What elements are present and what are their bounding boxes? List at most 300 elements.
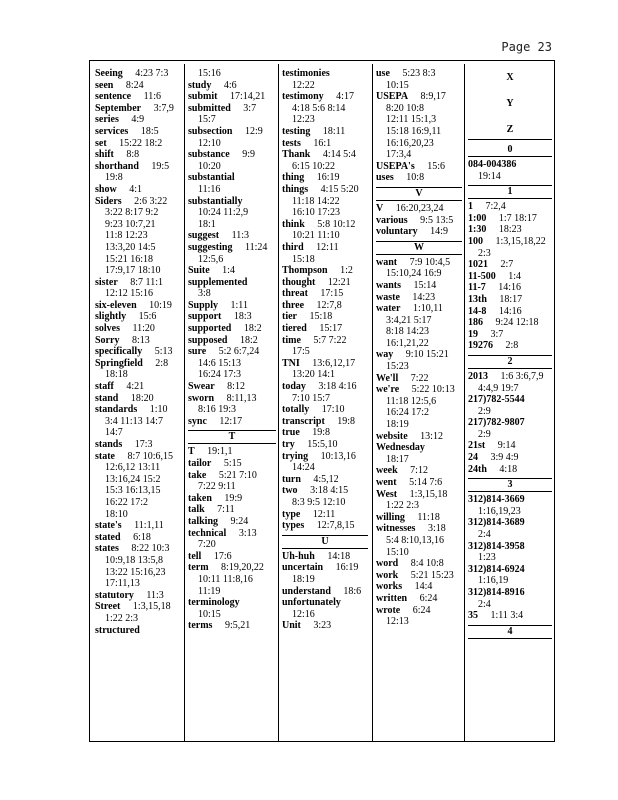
index-term: supposed [188,334,228,346]
index-entry [282,485,368,508]
page-reference: 5:4 8:10,13,16 [386,534,445,546]
index-entry [282,551,368,563]
index-entry [282,68,368,91]
page-reference: 12:13 [386,616,409,628]
page-reference [525,564,535,575]
page-reference: 18:5 [140,125,159,137]
index-entry [95,439,181,451]
index-entry [188,277,276,300]
page-reference: 15:3 16:13,15 [105,485,161,497]
index-entry [282,219,368,242]
index-term: tests [282,137,301,149]
page-reference: 15:10 [386,546,409,558]
index-term: work [376,569,399,581]
index-term: use [376,68,390,79]
page-reference: 14:18 [327,550,351,562]
index-term: submitted [188,102,231,114]
page-reference: 15:14 [413,279,437,291]
index-entry [468,587,552,610]
page-reference: 8:7 11:1 [130,276,163,288]
index-term: 35 [468,610,478,622]
index-term: 24 [468,452,478,464]
index-term: Street [95,601,121,613]
page-reference: 1:6 3:6,7,9 [500,370,544,382]
index-term: website [376,430,408,442]
page-reference: 16:24 17:3 [198,369,242,381]
index-term: set [95,137,107,149]
page-reference: 5:21 15:23 [410,569,454,581]
page-reference: 5:8 10:12 [317,218,356,230]
page-reference: 9:5,21 [224,620,251,632]
index-term: water [376,303,401,315]
index-entry [282,427,368,439]
page-reference [516,159,526,170]
page-reference: 13:16,24 15:2 [105,473,161,485]
page-reference: 4:4,9 19:7 [478,382,519,394]
index-term: seen [95,79,114,91]
index-entry [188,493,276,505]
index-term: Suite [188,265,210,277]
index-term: turn [282,473,301,485]
index-term: services [95,125,129,137]
page-reference: 17:6 [213,550,232,562]
page-reference: 1:3,15,18,22 [495,235,546,247]
page-reference: 9:9 [242,149,255,161]
index-term: 11-500 [468,270,496,282]
page-reference: 12:11 [316,241,339,253]
page-reference: 12:21 [327,276,351,288]
index-term: things [282,183,309,195]
index-entry [376,226,462,238]
letter-header-1: 1 [468,185,552,199]
page-reference: 2:3 [478,247,491,259]
index-term: 19 [468,328,478,340]
page-reference: 3:18 4:15 [310,485,349,497]
index-term: thought [282,276,316,288]
page-reference: 1:4 [222,265,235,277]
page-reference: 15:23 [386,361,409,373]
index-entry [188,80,276,92]
index-term: stand [95,392,119,404]
index-term: willing [376,511,405,523]
page-reference: 19:5 [151,160,170,172]
index-term: type [282,508,301,520]
page-reference: 5:13 [154,346,173,358]
page-reference: 12:11 15:1,3 [386,114,437,126]
index-entry [188,242,276,265]
index-entry [282,509,368,521]
index-entry [188,196,276,231]
letter-header-u: U [282,535,368,549]
page-reference: 2:9 [478,405,491,417]
index-term: substance [188,149,230,161]
page-reference: 1:10,11 [412,303,443,315]
index-term: sworn [188,392,215,404]
index-entry [188,416,276,428]
page-reference: 17:10 [321,404,345,416]
page-reference: 11:20 [132,323,155,335]
index-term: threat [282,288,308,300]
page-reference: 19:8 [312,427,331,439]
page-reference: 14:16 [498,282,522,294]
index-entry [376,558,462,570]
page-reference: 4:17 [336,91,354,103]
index-term: 217)782-5544 [468,394,525,406]
page-reference: 9:10 15:21 [405,349,449,361]
page-reference: 17:14,21 [229,91,266,103]
index-entry [95,323,181,335]
index-entry [376,431,462,443]
index-term: USEPA's [376,160,415,172]
index-term: Springfield [95,357,143,369]
page-reference: 1:16,19 [478,575,509,587]
page-reference: 19:1,1 [207,446,233,458]
index-term: 11-7 [468,282,486,294]
index-term: way [376,349,394,361]
index-entry [95,138,181,150]
page-reference: 11:19 [198,585,221,597]
index-entry [468,271,552,283]
index-term: thing [282,172,305,184]
index-entry [376,581,462,593]
page-reference: 8:13 [131,334,150,346]
index-term: study [188,79,212,91]
page-reference: 4:1 [129,183,142,195]
index-term: talking [188,515,219,527]
index-entry [282,300,368,312]
index-entry [95,393,181,405]
index-column-3 [282,68,368,632]
index-term: types [282,520,305,532]
page-reference: 18:17 [386,453,409,465]
page-reference: 10:11 11:8,16 [198,573,253,585]
page-reference: 9:23 10:7,21 [105,218,156,230]
page-reference: 5:23 8:3 [402,68,436,79]
page-reference: 4:9 [131,114,145,126]
index-term: sentence [95,91,132,103]
index-entry [188,323,276,335]
index-term: time [282,334,301,346]
page-reference [525,394,535,405]
page-reference: 16:22 17:2 [105,496,149,508]
index-term: sister [95,276,118,288]
index-term: structured [95,624,140,636]
page-reference [341,597,351,608]
page-reference: 18:2 [243,323,262,335]
letter-header-w: W [376,241,462,255]
page-reference: 17:5 [292,346,310,358]
page-reference: 17:9,17 18:10 [105,265,161,277]
page-reference: 6:18 [133,531,151,543]
index-term: think [282,218,305,230]
page-reference: 5:15 [223,458,242,469]
page-reference [240,597,250,608]
page-reference: 15:10,24 16:9 [386,268,442,280]
page-reference: 1:3,15,18 [132,601,171,613]
page-reference [525,494,535,505]
index-term: works [376,581,403,593]
index-entry [376,605,462,628]
index-term: 2013 [468,370,488,382]
index-entry [376,203,462,215]
index-term: 312)814-3669 [468,494,525,506]
page-reference: 11:3 [146,589,164,601]
page-reference: 3:7 [490,328,504,340]
index-term: solves [95,323,120,335]
index-entry [95,103,181,115]
page-reference: 16:19 [335,562,359,574]
page-reference: 1:2 [340,265,353,277]
page-reference: 16:19 [316,172,340,184]
index-entry [188,91,276,103]
index-term: suggest [188,230,220,242]
page-reference: 9:24 12:18 [495,317,539,329]
index-term: Swear [188,381,215,393]
page-reference: 16:24 17:2 [386,407,430,419]
index-entry [468,282,552,294]
page-reference: 18:1 [198,218,216,230]
index-entry [282,416,368,428]
page-reference: 10:24 11:2,9 [198,207,249,219]
index-term: Sorry [95,334,120,346]
index-entry [188,504,276,516]
index-entry [188,470,276,493]
page-reference: 12:9 [244,125,263,137]
index-entry [95,404,181,439]
index-entry [468,340,552,352]
page-reference: 10:15 [386,79,409,91]
index-term: tailor [188,458,212,469]
column-divider [464,64,465,742]
index-term: want [376,256,398,268]
index-entry [282,586,368,598]
page-reference: 19:9 [224,492,243,504]
index-entry [376,489,462,512]
index-term: written [376,592,408,604]
page-reference: 11:24 [244,241,268,253]
page-reference: 18:11 [322,125,346,137]
page-reference: 14:9 [430,226,448,238]
column-divider [184,64,185,742]
index-entry [188,172,276,195]
index-term: 1:00 [468,212,487,224]
page-reference: 18:6 [343,585,362,597]
index-entry [95,358,181,381]
index-entry [282,335,368,358]
page-reference: 1:7 18:17 [498,212,537,224]
page-reference: 11:8 12:23 [105,230,148,242]
index-entry [282,323,368,335]
index-term: standards [95,404,138,416]
page-reference: 4:18 5:6 8:14 [292,102,346,114]
page-reference: 10:9,18 13:5,8 [105,554,164,566]
index-term: wants [376,279,402,291]
page-reference: 3:22 8:17 9:2 [105,207,159,219]
index-term: totally [282,404,310,416]
index-term: went [376,477,397,488]
index-entry [376,280,462,292]
page-reference: 10:19 [149,299,172,311]
page-reference: 15:6 [427,160,445,172]
index-column-1 [95,68,181,636]
page-reference: 3:8 [198,288,211,300]
index-term: series [95,114,119,126]
page-reference: 1:22 2:3 [386,500,420,512]
index-term: We'll [376,372,399,384]
index-term: supplemented [188,276,248,288]
page-reference: 8:11,13 [226,392,257,404]
index-term: support [188,311,222,323]
index-term: unfortunately [282,597,341,609]
index-entry [188,103,276,126]
page-reference: 16:20,23,24 [395,202,444,214]
index-term: stated [95,531,121,543]
index-entry [188,446,276,458]
index-entry [95,126,181,138]
index-entry [95,601,181,624]
index-entry [376,215,462,227]
index-entry [282,91,368,126]
index-term: understand [282,585,331,597]
index-term: talk [188,504,205,516]
page-reference: 14:24 [292,462,315,474]
page-reference: 7:2,4 [485,201,506,213]
letter-header-z: Z [468,124,552,140]
page-reference: 12:11 [312,508,336,520]
page-reference: 9:24 [230,515,249,527]
index-term: show [95,183,117,195]
index-term: staff [95,381,114,393]
index-term: we're [376,384,400,396]
page-reference: 6:15 10:22 [292,160,336,172]
index-entry [188,311,276,323]
page-reference: 1:22 2:3 [105,612,139,624]
index-term: Wednesday [376,442,425,454]
page-reference: 3:23 [313,620,332,632]
index-entry [282,474,368,486]
index-entry [95,161,181,184]
page-reference: 19:8 [105,172,123,184]
page-reference: 12:5,6 [198,253,224,265]
page-reference: 4:6 [223,79,237,91]
page-reference [525,587,535,598]
index-term: slightly [95,311,127,323]
index-term: terms [188,620,213,632]
page-reference: 4:5,12 [313,473,339,485]
index-entry [188,149,276,172]
page-reference: 1:11 [230,299,248,311]
page-reference: 8:20 10:8 [386,102,425,114]
page-reference: 11:18 12:5,6 [386,395,437,407]
page-reference: 1:10 [149,404,168,416]
index-entry [188,393,276,416]
page-reference: 12:23 [292,114,315,126]
index-term: stands [95,439,123,450]
page-reference: 16:1 [313,137,332,149]
index-entry [282,172,368,184]
index-entry [95,532,181,544]
index-term: Supply [188,299,219,311]
index-entry [282,562,368,585]
index-entry [188,68,276,80]
index-entry [282,597,368,620]
page-reference: 18:23 [498,224,522,236]
page-reference: 12:7,8,15 [316,520,355,532]
index-term: substantial [188,172,235,184]
page-reference: 11:6 [143,91,162,103]
index-entry [376,303,462,349]
index-term: take [188,469,207,481]
page-reference: 15:22 18:2 [119,137,163,149]
index-term: voluntary [376,226,418,238]
index-entry [188,516,276,528]
index-term: 186 [468,317,483,329]
page-reference: 2:7 [500,259,514,271]
letter-header-t: T [188,430,276,444]
index-term: three [282,299,305,311]
index-entry [95,277,181,300]
index-entry [95,149,181,161]
index-entry [468,452,552,464]
page-reference: 15:16 [198,68,221,79]
index-term: testimonies [282,68,330,79]
index-term: statutory [95,589,134,601]
page-reference: 3:9 4:9 [490,452,519,464]
page-reference: 2:6 3:22 [134,195,168,207]
page-reference [425,442,435,453]
column-divider [278,64,279,742]
index-entry [95,543,181,589]
page-reference: 14:23 [412,291,436,303]
index-entry [188,562,276,597]
page-reference: 8:18 14:23 [386,326,430,338]
page-reference [525,541,535,552]
index-entry [376,292,462,304]
index-entry [282,149,368,172]
index-entry [376,349,462,372]
page-reference: 8:19,20,22 [221,562,264,574]
page-reference: 15:7 [198,114,216,126]
page-reference: 13:20 14:1 [292,369,336,381]
index-entry [376,512,462,524]
page-reference: 8:8 [126,149,140,161]
index-entry [468,306,552,318]
index-column-2 [188,68,276,632]
index-term: 1 [468,201,473,213]
page-reference: 8:24 [125,79,144,91]
page-reference: 12:12 15:16 [105,288,154,300]
page-reference: 10:20 [198,160,221,172]
index-entry [95,346,181,358]
index-entry [376,91,462,161]
index-entry [95,196,181,277]
index-term: 084-004386 [468,159,517,170]
index-entry [376,373,462,385]
page-reference: 2:8 [155,357,169,369]
index-entry [95,311,181,323]
index-term: 312)814-3689 [468,517,525,529]
index-entry [468,494,552,517]
page-reference: 12:6,12 13:11 [105,462,161,474]
index-entry [188,597,276,620]
index-entry [95,625,181,637]
index-entry [282,451,368,474]
index-term: sure [188,346,207,358]
page-reference: 3:4 11:13 14:7 [105,415,163,427]
index-term: submit [188,91,218,103]
index-entry [282,311,368,323]
page-reference [242,196,252,207]
